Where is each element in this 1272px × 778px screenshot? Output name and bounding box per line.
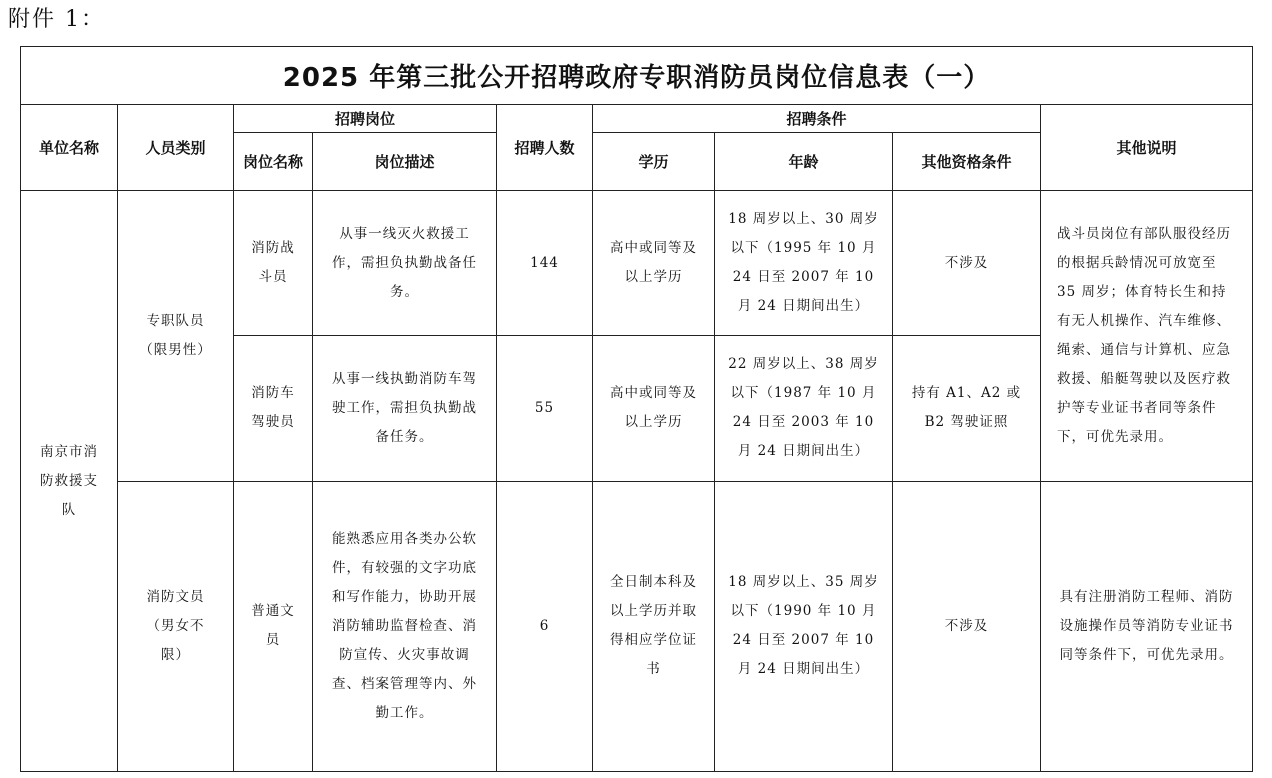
unit-name-cell: 南京市消防救援支队 (21, 191, 118, 772)
age-cell: 18 周岁以上、35 周岁以下（1990 年 10 月 24 日至 2007 年 10 月 24 日期间出生） (715, 481, 893, 771)
education-cell: 全日制本科及以上学历并取得相应学位证书 (593, 481, 715, 771)
header-other-qual: 其他资格条件 (893, 133, 1041, 191)
header-category: 人员类别 (118, 105, 234, 191)
header-unit: 单位名称 (21, 105, 118, 191)
header-recruit-position: 招聘岗位 (234, 105, 497, 133)
header-row-1 (21, 105, 1253, 133)
header-count: 招聘人数 (497, 105, 593, 191)
table-row (21, 481, 1253, 771)
header-position-desc: 岗位描述 (313, 133, 497, 191)
category-cell: 消防文员（男女不限） (118, 481, 234, 771)
education-cell: 高中或同等及以上学历 (593, 336, 715, 481)
count-cell: 55 (497, 336, 593, 481)
header-notes: 其他说明 (1041, 105, 1253, 191)
header-age: 年龄 (715, 133, 893, 191)
table-row (21, 191, 1253, 336)
notes-cell: 具有注册消防工程师、消防设施操作员等消防专业证书同等条件下，可优先录用。 (1041, 481, 1253, 771)
other-qual-cell: 不涉及 (893, 481, 1041, 771)
position-desc-cell: 从事一线灭火救援工作，需担负执勤战备任务。 (313, 191, 497, 336)
header-education: 学历 (593, 133, 715, 191)
count-cell: 6 (497, 481, 593, 771)
recruitment-table (20, 46, 1253, 772)
title-row (21, 47, 1253, 105)
other-qual-cell: 持有 A1、A2 或 B2 驾驶证照 (893, 336, 1041, 481)
age-cell: 18 周岁以上、30 周岁以下（1995 年 10 月 24 日至 2007 年 10 月 24 日期间出生） (715, 191, 893, 336)
count-cell: 144 (497, 191, 593, 336)
notes-cell: 战斗员岗位有部队服役经历的根据兵龄情况可放宽至 35 周岁；体育特长生和持有无人机操作、汽车维修、绳索、通信与计算机、应急救援、船艇驾驶以及医疗救护等专业证书者同等条件下，可优先录用。 (1041, 191, 1253, 481)
other-qual-cell: 不涉及 (893, 191, 1041, 336)
header-conditions: 招聘条件 (593, 105, 1041, 133)
header-position-name: 岗位名称 (234, 133, 313, 191)
position-desc-cell: 从事一线执勤消防车驾驶工作，需担负执勤战备任务。 (313, 336, 497, 481)
table-title: 2025 年第三批公开招聘政府专职消防员岗位信息表（一） (21, 47, 1253, 105)
attachment-label: 附件 1： (8, 7, 105, 32)
position-desc-cell: 能熟悉应用各类办公软件，有较强的文字功底和写作能力，协助开展消防辅助监督检查、消防宣传、火灾事故调查、档案管理等内、外勤工作。 (313, 481, 497, 771)
position-name-cell: 普通文员 (234, 481, 313, 771)
age-cell: 22 周岁以上、38 周岁以下（1987 年 10 月 24 日至 2003 年 10 月 24 日期间出生） (715, 336, 893, 481)
position-name-cell: 消防战斗员 (234, 191, 313, 336)
position-name-cell: 消防车驾驶员 (234, 336, 313, 481)
category-cell: 专职队员（限男性） (118, 191, 234, 481)
education-cell: 高中或同等及以上学历 (593, 191, 715, 336)
